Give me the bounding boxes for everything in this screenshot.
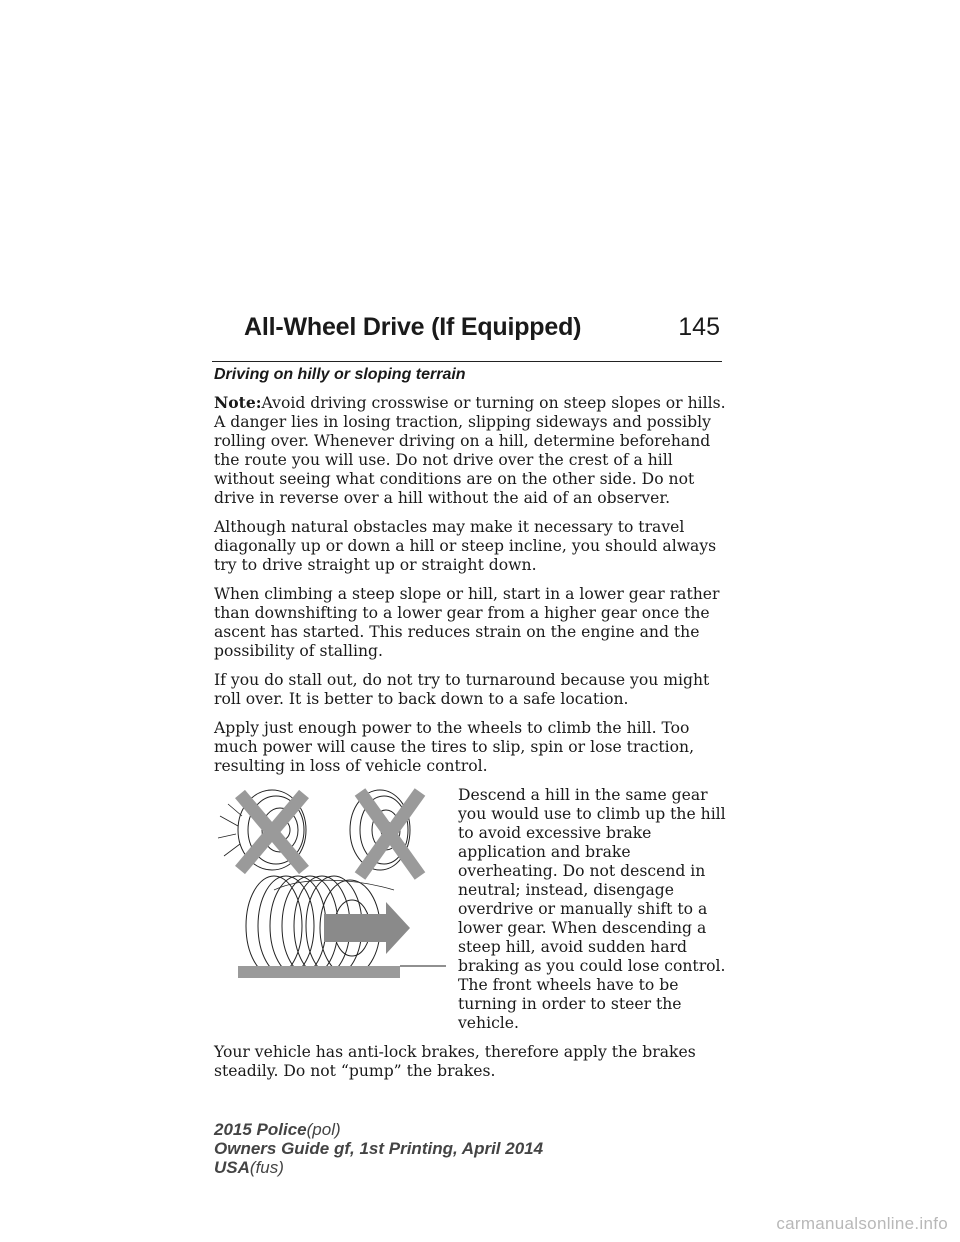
footer-line-3 bbox=[214, 1158, 543, 1177]
paragraph: When climbing a steep slope or hill, start in a lower gear rather than downshifting to a lower gear from a higher gear once the ascent has started. This reduces strain on the engine and the possibility of stalling. bbox=[214, 585, 720, 660]
ground-icon bbox=[238, 966, 446, 978]
footer-market: USA bbox=[214, 1158, 250, 1177]
figure-row bbox=[214, 786, 726, 1033]
wheels-diagram-svg bbox=[214, 786, 446, 984]
paragraph: If you do stall out, do not try to turnaround because you might roll over. It is better to back down to a safe location. bbox=[214, 671, 710, 708]
page-header bbox=[212, 313, 722, 362]
footer-line-2: Owners Guide gf, 1st Printing, April 2014 bbox=[214, 1139, 544, 1158]
note-text: Avoid driving crosswise or turning on steep slopes or hills. A danger lies in losing traction, slipping sideways and possibly rolling over. Whenever driving on a hill, determine beforehand the route you will use. Do not drive over the crest of a hill without seeing what conditions are on the other side. Do not drive in reverse over a hill without the aid of an observer. bbox=[214, 394, 726, 507]
footer-model-code: (pol) bbox=[306, 1120, 341, 1139]
x-mark-icon bbox=[240, 792, 420, 876]
section-heading: Driving on hilly or sloping terrain bbox=[214, 366, 466, 383]
page-content bbox=[214, 365, 726, 1091]
paragraph: Apply just enough power to the wheels to climb the hill. Too much power will cause the tires to slip, spin or lose traction, resulting in loss of vehicle control. bbox=[214, 719, 695, 775]
chapter-title: All-Wheel Drive (If Equipped) bbox=[244, 313, 582, 341]
page-footer bbox=[214, 1120, 543, 1177]
paragraph: Although natural obstacles may make it necessary to travel diagonally up or down a hill or steep incline, you should always try to drive straight up or straight down. bbox=[214, 518, 717, 574]
figure-caption: Descend a hill in the same gear you would use to climb up the hill to avoid excessive brake application and brake overheating. Do not descend in neutral; instead, disengage overdrive or manually shift to a lower gear. When descending a steep hill, avoid sudden hard braking as you could lose control. The front wheels have to be turning in order to steer the vehicle. bbox=[458, 786, 726, 1032]
footer-line-1 bbox=[214, 1120, 543, 1139]
closing-paragraph: Your vehicle has anti-lock brakes, therefore apply the brakes steadily. Do not “pump” the brakes. bbox=[214, 1043, 696, 1080]
note-paragraph bbox=[214, 393, 726, 508]
watermark: carmanualsonline.info bbox=[776, 1214, 948, 1233]
hill-driving-illustration bbox=[214, 786, 446, 984]
footer-market-code: (fus) bbox=[249, 1158, 284, 1177]
footer-model: 2015 Police bbox=[214, 1120, 307, 1139]
page-number: 145 bbox=[678, 313, 720, 341]
note-label: Note: bbox=[214, 393, 262, 412]
